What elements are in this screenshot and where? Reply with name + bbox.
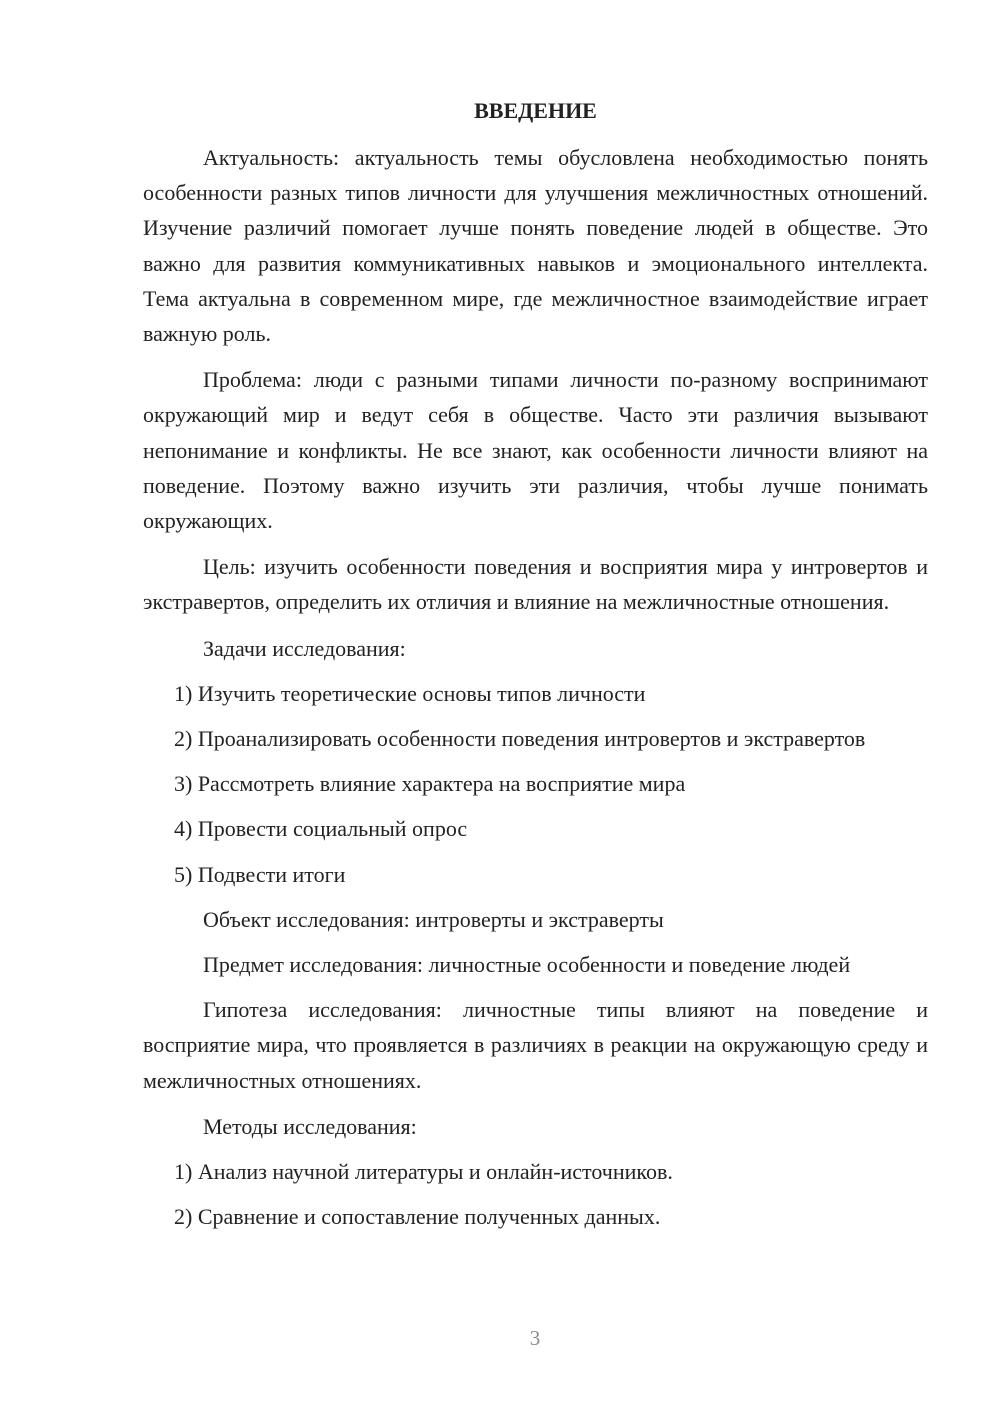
subject-line: Предмет исследования: личностные особенности и поведение людей [203, 952, 851, 978]
task-item: 5) Подвести итоги [174, 861, 346, 887]
task-item: 4) Провести социальный опрос [174, 816, 468, 842]
object-line: Объект исследования: интроверты и экстраверты [203, 906, 664, 932]
page-number: 3 [529, 1326, 541, 1350]
method-item: 2) Сравнение и сопоставление полученных данных. [174, 1204, 661, 1230]
tasks-heading: Задачи исследования: [203, 635, 406, 661]
method-item: 1) Анализ научной литературы и онлайн-источников. [174, 1159, 673, 1185]
document-page [143, 94, 928, 1244]
hypothesis-paragraph: Гипотеза исследования: личностные типы влияют на поведение и восприятие мира, что проявляется в различиях в реакции на окружающую среду и межличностных отношениях. [143, 997, 928, 1093]
methods-heading: Методы исследования: [203, 1113, 417, 1139]
relevance-paragraph: Актуальность: актуальность темы обусловлена необходимостью понять особенности разных типов личности для улучшения межличностных отношений. Изучение различий помогает лучше понять поведение людей в обществе. Это важно для развития коммуникативных навыков и эмоционального интеллекта. Тема актуальна в современном мире, где межличностное взаимодействие играет важную роль. [143, 145, 928, 347]
task-item: 1) Изучить теоретические основы типов личности [174, 680, 646, 706]
document-title: ВВЕДЕНИЕ [474, 98, 597, 123]
problem-paragraph: Проблема: люди с разными типами личности по-разному воспринимают окружающий мир и ведут себя в обществе. Часто эти различия вызывают непонимание и конфликты. Не все знают, как особенности личности влияют на поведение. Поэтому важно изучить эти различия, чтобы лучше понимать окружающих. [143, 367, 928, 534]
goal-paragraph: Цель: изучить особенности поведения и восприятия мира у интровертов и экстравертов, определить их отличия и влияние на межличностные отношения. [143, 554, 928, 615]
task-item: 2) Проанализировать особенности поведения интровертов и экстравертов [174, 726, 866, 752]
task-item: 3) Рассмотреть влияние характера на восприятие мира [174, 771, 686, 797]
